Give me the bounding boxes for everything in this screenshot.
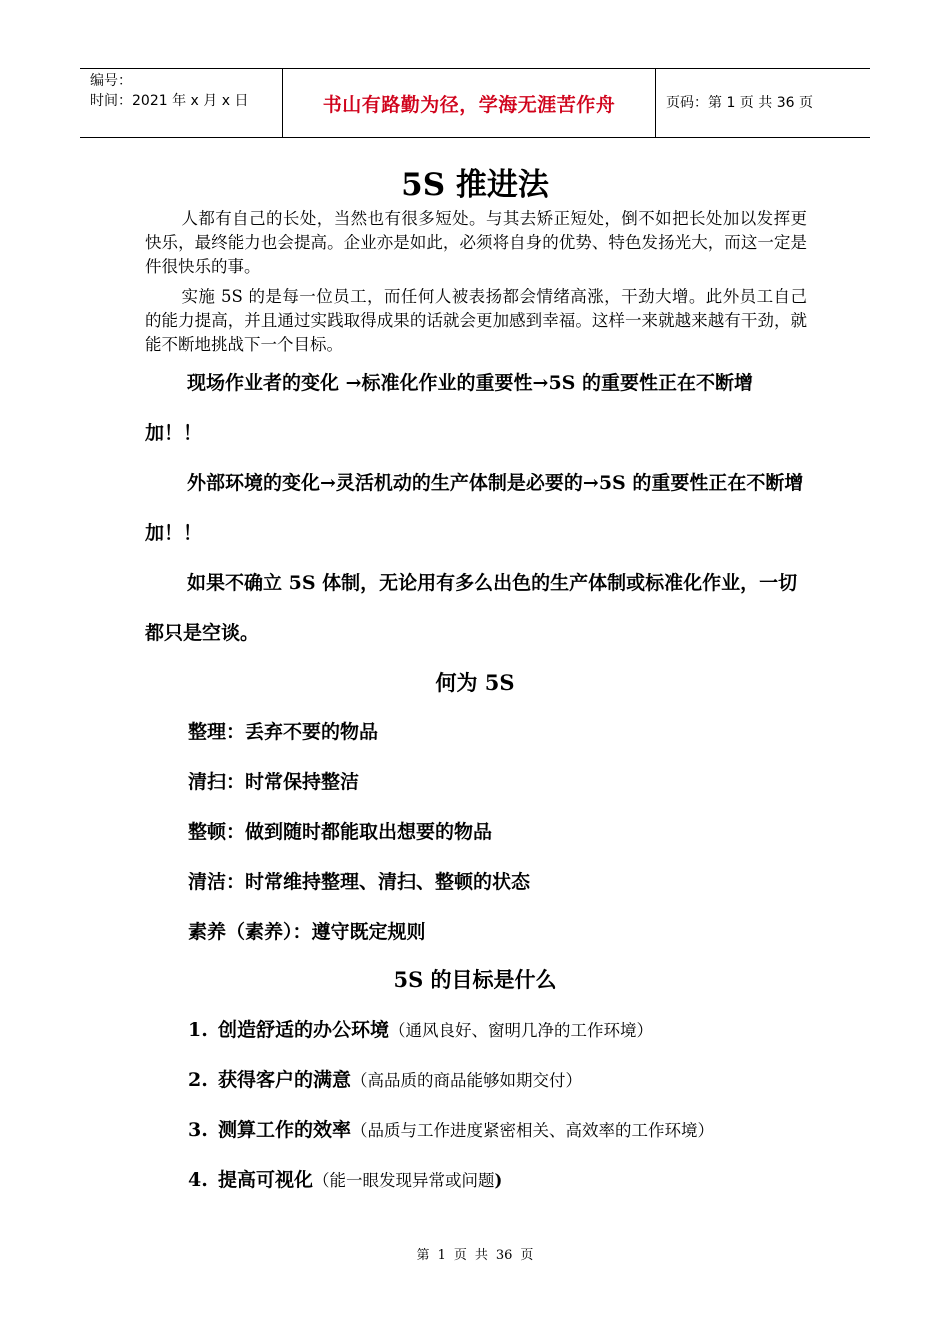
definition-item-seiketsu: 清洁：时常维持整理、清扫、整顿的状态 <box>188 871 531 893</box>
footer-word: 共 <box>474 1248 488 1263</box>
footer-page-number: 1 <box>437 1248 446 1263</box>
section-what-heading: 何为 5S <box>435 670 515 695</box>
goal-detail: （能一眼发现异常或问题 <box>313 1171 495 1190</box>
footer-total-pages: 36 <box>495 1248 513 1263</box>
document-header <box>80 68 870 138</box>
goal-number: 4. <box>188 1169 208 1191</box>
header-meta-cell <box>80 69 283 137</box>
goal-number: 1. <box>188 1019 208 1041</box>
goal-main: 获得客户的满意 <box>218 1069 352 1091</box>
goal-item-2 <box>188 1065 582 1096</box>
bold-paragraph-1 <box>145 358 807 458</box>
goal-detail-close: ) <box>494 1171 503 1190</box>
goal-number: 2. <box>188 1069 208 1091</box>
definition-item-seiton: 整顿：做到随时都能取出想要的物品 <box>188 821 493 843</box>
bold-paragraph-3 <box>145 558 807 658</box>
goal-item-4 <box>188 1165 502 1196</box>
header-page-info: 页码：第 1 页 共 36 页 <box>666 95 813 111</box>
goal-detail: （高品质的商品能够如期交付） <box>351 1071 583 1090</box>
intro-paragraph-1 <box>145 207 807 279</box>
definition-item-seiso: 清扫：时常保持整洁 <box>188 771 360 793</box>
bold-paragraph-1-text: 现场作业者的变化 →标准化作业的重要性→5S 的重要性正在不断增加！！ <box>145 372 754 444</box>
header-page-cell <box>656 69 870 137</box>
bold-paragraph-3-text: 如果不确立 5S 体制，无论用有多么出色的生产体制或标准化作业，一切都只是空谈。 <box>145 572 798 644</box>
footer-word: 页 <box>520 1248 534 1263</box>
goal-number: 3. <box>188 1119 208 1141</box>
footer-word: 第 <box>416 1248 430 1263</box>
bold-paragraph-2-text: 外部环境的变化→灵活机动的生产体制是必要的→5S 的重要性正在不断增加！！ <box>145 472 804 544</box>
goal-item-1 <box>188 1015 653 1046</box>
definition-item-seiri: 整理：丢弃不要的物品 <box>188 721 379 743</box>
document-number-label: 编号： <box>90 73 132 89</box>
goal-main: 测算工作的效率 <box>218 1119 352 1141</box>
bold-paragraph-2 <box>145 458 807 558</box>
intro-paragraph-1-text: 人都有自己的长处，当然也有很多短处。与其去矫正短处，倒不如把长处加以发挥更快乐，最终能力也会提高。企业亦是如此，必须将自身的优势、特色发扬光大，而这一定是件很快乐的事。 <box>145 209 807 276</box>
goal-detail: （品质与工作进度紧密相关、高效率的工作环境） <box>351 1121 715 1140</box>
section-goals-heading: 5S 的目标是什么 <box>393 967 557 992</box>
goal-item-3 <box>188 1115 714 1146</box>
header-motto: 书山有路勤为径，学海无涯苦作舟 <box>322 93 616 116</box>
goal-detail: （通风良好、窗明几净的工作环境） <box>389 1021 654 1040</box>
page-title: 5S 推进法 <box>401 167 549 203</box>
definition-item-shitsuke: 素养（素养）：遵守既定规则 <box>188 921 426 943</box>
footer-word: 页 <box>453 1248 467 1263</box>
document-time-label: 时间：2021 年 x 月 x 日 <box>90 93 249 109</box>
header-motto-cell <box>283 69 656 137</box>
intro-paragraph-2-text: 实施 5S 的是每一位员工，而任何人被表扬都会情绪高涨，干劲大增。此外员工自己的能力提高，并且通过实践取得成果的话就会更加感到幸福。这样一来就越来越有干劲，就能不断地挑战下一个目标。 <box>145 287 807 354</box>
intro-paragraph-2 <box>145 285 807 357</box>
goal-main: 提高可视化 <box>218 1169 314 1191</box>
goal-main: 创造舒适的办公环境 <box>218 1019 390 1041</box>
page-footer <box>0 1246 950 1266</box>
